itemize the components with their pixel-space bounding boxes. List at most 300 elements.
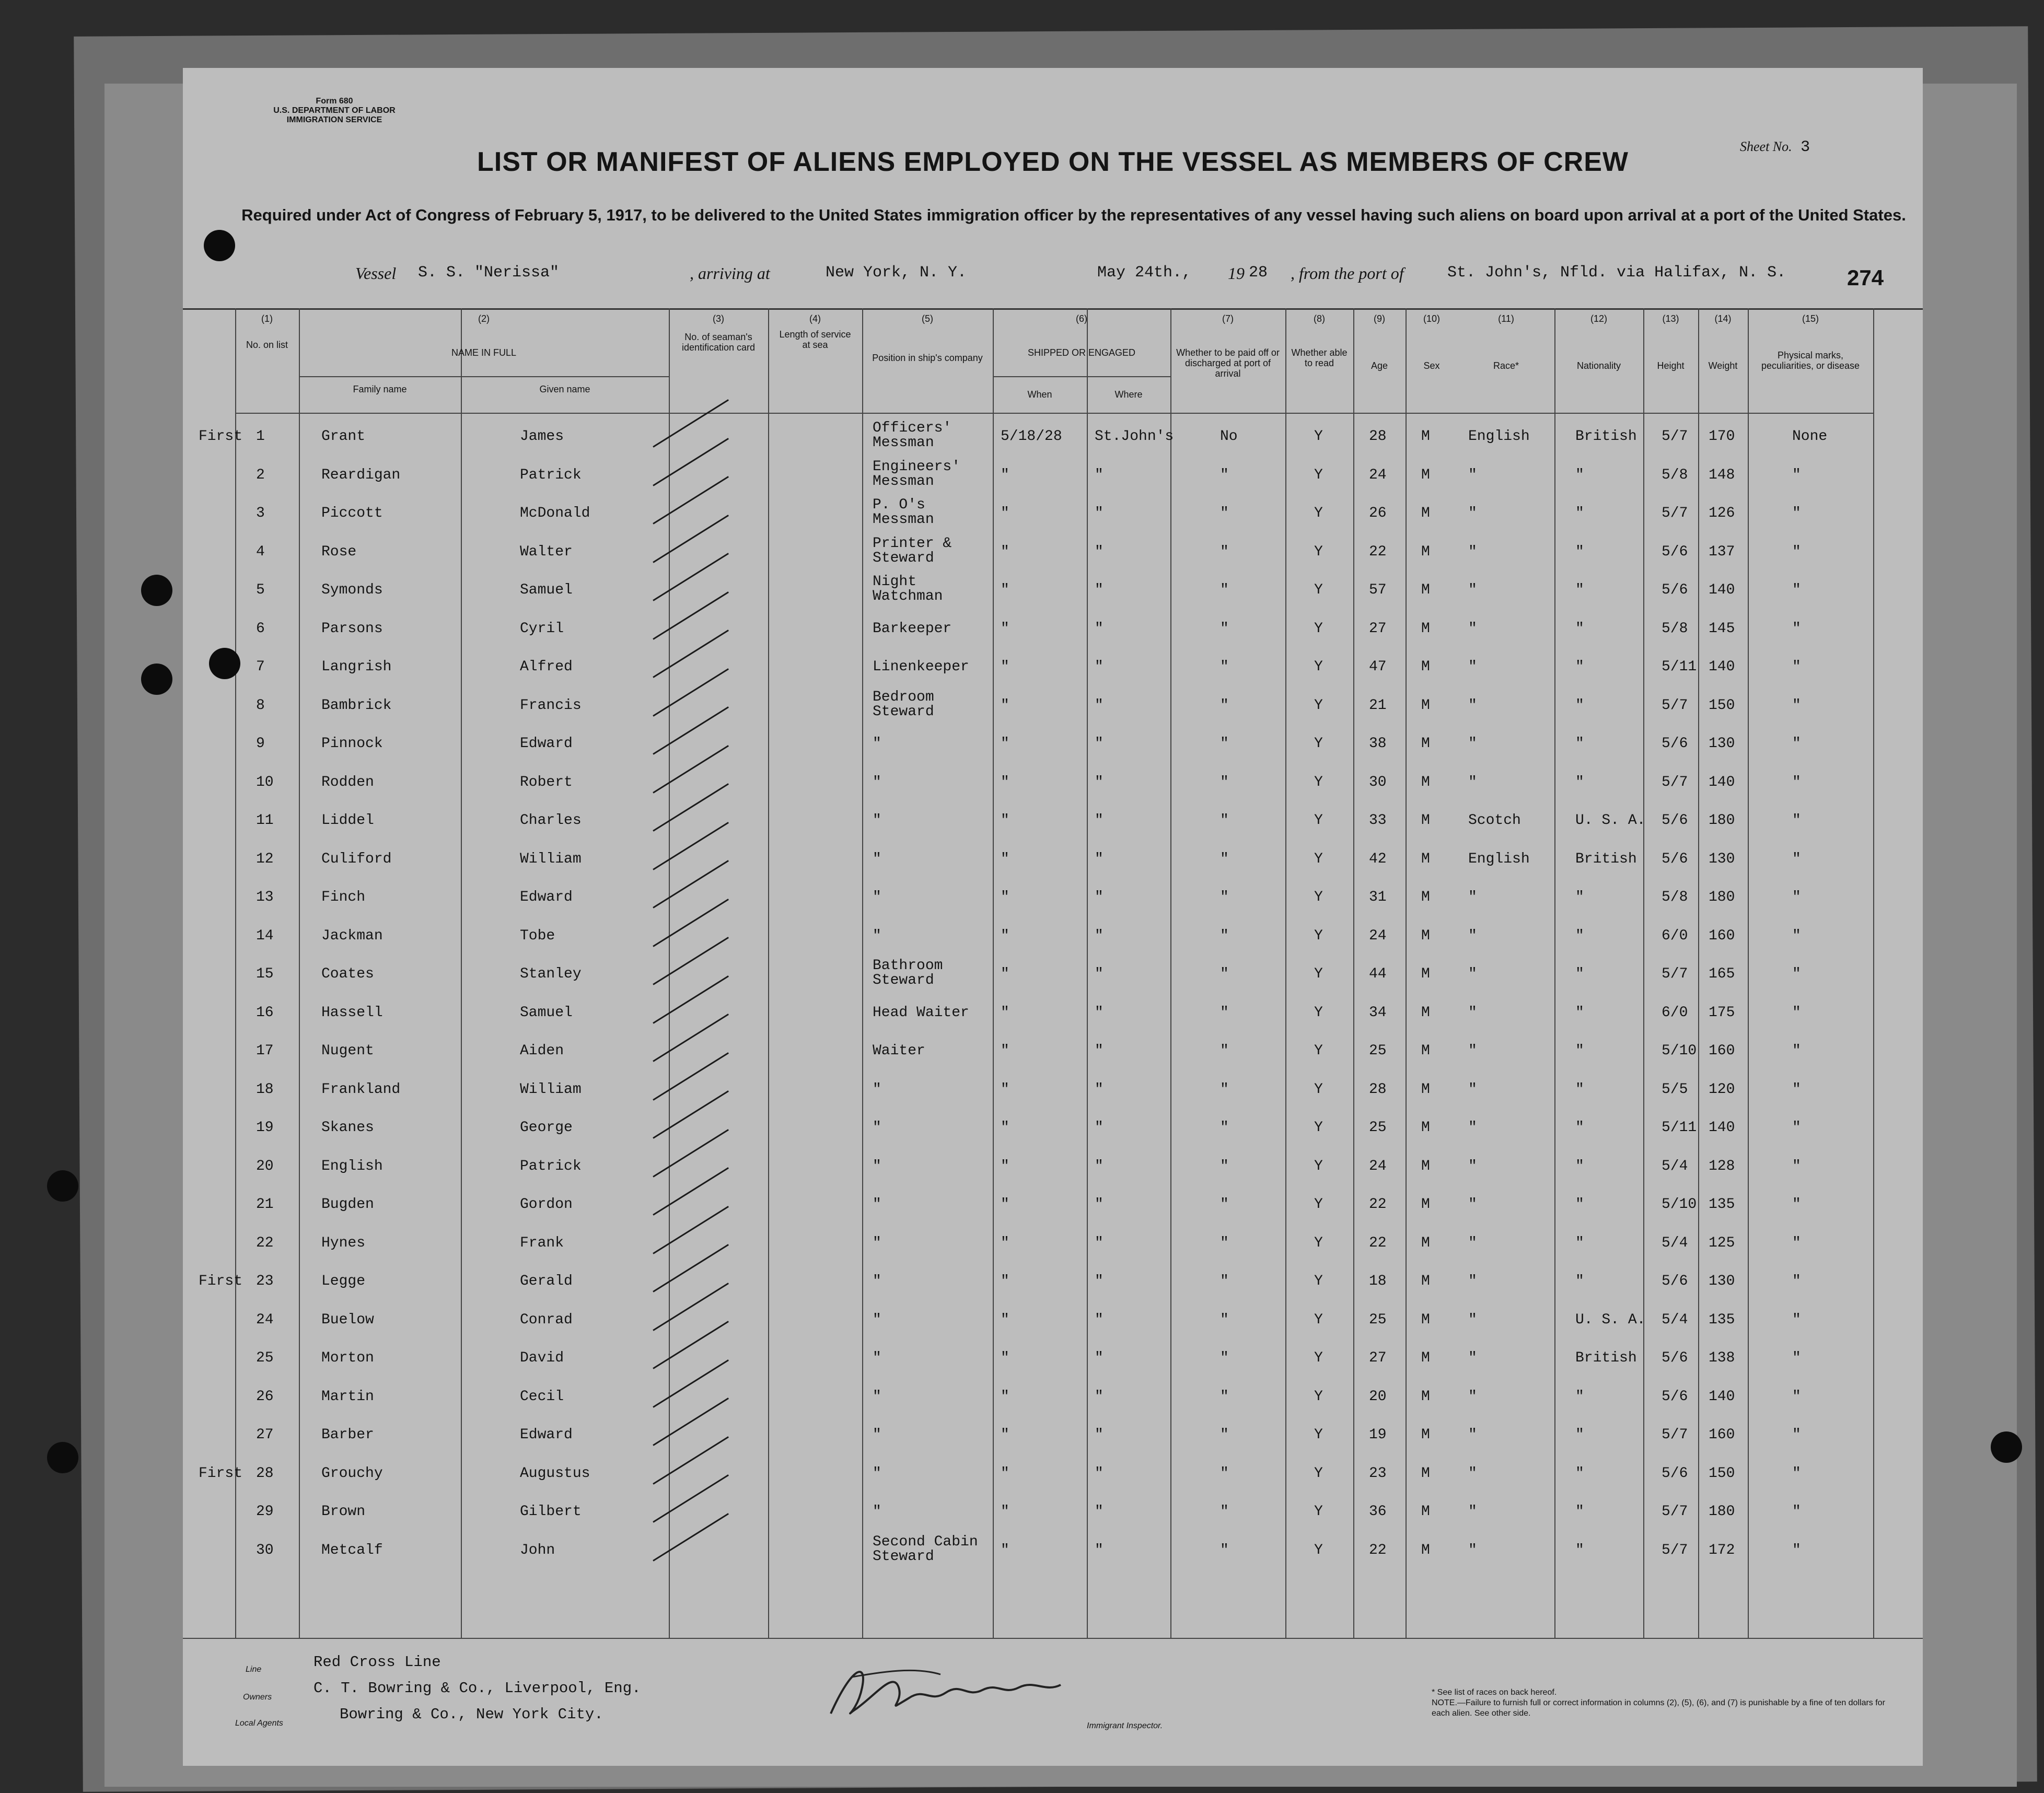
cell-family: Hynes [321,1235,366,1251]
head-name-in-full: NAME IN FULL [451,347,517,358]
cell-no: 29 [256,1504,274,1520]
cell-nat: " [1575,1235,1584,1251]
cell-weight: 148 [1709,467,1735,483]
cell-nat: " [1575,1542,1584,1558]
cell-where: " [1095,543,1104,560]
cell-given: Samuel [520,582,573,598]
cell-race: " [1468,1196,1477,1213]
cell-sex: M [1421,697,1430,714]
cell-nat: " [1575,620,1584,637]
cell-nat: " [1575,467,1584,483]
cell-given: Samuel [520,1004,573,1021]
cell-position: " [873,1350,881,1366]
table-row [183,1350,1923,1389]
cell-where: " [1095,812,1104,829]
cell-phys: " [1792,1158,1801,1174]
cell-weight: 175 [1709,1004,1735,1021]
cell-given: William [520,1081,582,1098]
cell-nat: " [1575,1120,1584,1136]
cell-height: 5/7 [1662,505,1688,521]
cell-age: 22 [1369,1542,1387,1558]
cell-position: Engineers' Messman [873,458,961,490]
cell-family: Pinnock [321,736,383,752]
cell-age: 28 [1369,428,1387,445]
form-header [264,97,405,125]
cell-when: " [1001,812,1009,829]
cell-no: 28 [256,1465,274,1482]
cell-read: Y [1314,927,1323,944]
cell-given: Gordon [520,1196,573,1213]
cell-phys: None [1792,428,1828,445]
head-race: Race* [1493,360,1519,371]
fine-note: NOTE.—Failure to furnish full or correct information in columns (2), (5), (6), and (7) is punishable by a fine of ten dollars for each alien. See other side. [1432,1698,1885,1718]
cell-age: 23 [1369,1465,1387,1482]
cell-race: " [1468,1311,1477,1328]
cell-no: 17 [256,1043,274,1059]
cell-no: 13 [256,889,274,905]
cell-position: " [873,1235,881,1251]
cell-nat: " [1575,697,1584,714]
cell-paid: " [1220,1196,1229,1213]
cell-weight: 125 [1709,1235,1735,1251]
cell-weight: 120 [1709,1081,1735,1098]
cell-paid: " [1220,736,1229,752]
cell-where: " [1095,1350,1104,1366]
cell-read: Y [1314,1273,1323,1289]
cell-age: 24 [1369,927,1387,944]
table-row [183,458,1923,506]
cell-family: Metcalf [321,1542,383,1558]
cell-race: " [1468,467,1477,483]
cell-when: " [1001,889,1009,905]
cell-phys: " [1792,812,1801,829]
cell-given: Edward [520,736,573,752]
cell-position: Second Cabin Steward [873,1533,978,1565]
cell-weight: 140 [1709,1120,1735,1136]
table-row [183,812,1923,851]
cell-position: " [873,889,881,905]
cell-position: " [873,1388,881,1405]
cell-mark: First [199,1273,243,1289]
cell-where: " [1095,851,1104,867]
cell-phys: " [1792,774,1801,790]
cell-read: Y [1314,966,1323,982]
cell-race: " [1468,927,1477,944]
line-label: Line [246,1665,262,1674]
cell-weight: 130 [1709,736,1735,752]
table-row [183,1389,1923,1427]
cell-read: Y [1314,774,1323,790]
cell-paid: " [1220,620,1229,637]
cell-no: 6 [256,620,265,637]
table-row [183,928,1923,967]
agents-label: Local Agents [235,1719,283,1728]
cell-age: 20 [1369,1388,1387,1405]
cell-position: " [873,1504,881,1520]
cell-no: 20 [256,1158,274,1174]
cell-paid: " [1220,1273,1229,1289]
head-paid-off: Whether to be paid off or discharged at port of arrival [1176,347,1280,379]
cell-sex: M [1421,1504,1430,1520]
cell-height: 5/7 [1662,1542,1688,1558]
cell-where: " [1095,697,1104,714]
colnum-12: (12) [1590,313,1607,324]
cell-where: " [1095,736,1104,752]
cell-read: Y [1314,851,1323,867]
cell-position: Officers' Messman [873,420,952,451]
department-name: U.S. DEPARTMENT OF LABOR [273,106,396,115]
cell-family: Symonds [321,582,383,598]
cell-position: " [873,851,881,867]
cell-weight: 140 [1709,1388,1735,1405]
cell-no: 19 [256,1120,274,1136]
cell-family: Nugent [321,1043,374,1059]
cell-nat: " [1575,1004,1584,1021]
cell-race: " [1468,889,1477,905]
cell-when: " [1001,1311,1009,1328]
cell-height: 5/10 [1662,1043,1697,1059]
cell-no: 4 [256,543,265,560]
cell-sex: M [1421,505,1430,521]
cell-height: 5/7 [1662,966,1688,982]
cell-nat: " [1575,1388,1584,1405]
cell-weight: 180 [1709,812,1735,829]
cell-weight: 138 [1709,1350,1735,1366]
cell-age: 57 [1369,582,1387,598]
cell-where: " [1095,1427,1104,1443]
cell-paid: " [1220,774,1229,790]
cell-weight: 140 [1709,774,1735,790]
cell-paid: " [1220,1504,1229,1520]
cell-paid: " [1220,582,1229,598]
cell-read: Y [1314,1081,1323,1098]
cell-family: Bugden [321,1196,374,1213]
cell-age: 22 [1369,1196,1387,1213]
cell-no: 8 [256,697,265,714]
cell-race: " [1468,736,1477,752]
inspector-label: Immigrant Inspector. [1087,1721,1163,1730]
cell-read: Y [1314,889,1323,905]
cell-no: 14 [256,927,274,944]
cell-height: 5/7 [1662,428,1688,445]
cell-age: 38 [1369,736,1387,752]
cell-no: 15 [256,966,274,982]
cell-age: 34 [1369,1004,1387,1021]
cell-given: Edward [520,1427,573,1443]
service-name: IMMIGRATION SERVICE [286,115,382,124]
cell-mark: First [199,1465,243,1482]
cell-position: " [873,812,881,829]
cell-family: Langrish [321,659,392,675]
cell-paid: " [1220,1158,1229,1174]
cell-where: " [1095,505,1104,521]
cell-given: Stanley [520,966,582,982]
cell-read: Y [1314,1158,1323,1174]
cell-paid: " [1220,966,1229,982]
cell-sex: M [1421,1273,1430,1289]
vessel-label: Vessel [355,264,397,283]
cell-given: Francis [520,697,582,714]
cell-position: " [873,1465,881,1482]
cell-height: 5/10 [1662,1196,1697,1213]
cell-phys: " [1792,1273,1801,1289]
cell-when: " [1001,1235,1009,1251]
cell-family: Finch [321,889,366,905]
cell-height: 5/7 [1662,774,1688,790]
head-when: When [1027,389,1052,400]
cell-weight: 180 [1709,1504,1735,1520]
cell-race: Scotch [1468,812,1521,829]
table-row [183,889,1923,928]
punch-hole [209,648,240,679]
head-height: Height [1657,360,1685,371]
cell-read: Y [1314,697,1323,714]
head-sex: Sex [1423,360,1440,371]
cell-when: " [1001,774,1009,790]
cell-sex: M [1421,1311,1430,1328]
cell-height: 5/4 [1662,1235,1688,1251]
cell-weight: 180 [1709,889,1735,905]
cell-race: " [1468,659,1477,675]
cell-nat: " [1575,889,1584,905]
cell-paid: " [1220,1081,1229,1098]
cell-no: 1 [256,428,265,445]
arrival-year: 28 [1249,264,1268,282]
table-row [183,851,1923,890]
punch-hole [47,1170,78,1202]
cell-given: Tobe [520,927,555,944]
cell-sex: M [1421,1427,1430,1443]
cell-paid: " [1220,543,1229,560]
cell-height: 5/6 [1662,582,1688,598]
cell-phys: " [1792,1196,1801,1213]
cell-where: " [1095,467,1104,483]
cell-where: " [1095,1504,1104,1520]
cell-position: " [873,1158,881,1174]
cell-where: " [1095,582,1104,598]
cell-given: Walter [520,543,573,560]
cell-height: 5/8 [1662,467,1688,483]
inspector-signature [820,1656,1066,1724]
sheet-number: Sheet No. 3 [1740,138,1810,156]
cell-weight: 135 [1709,1196,1735,1213]
cell-race: " [1468,620,1477,637]
cell-nat: " [1575,543,1584,560]
cell-age: 22 [1369,543,1387,560]
cell-read: Y [1314,505,1323,521]
cell-family: Legge [321,1273,366,1289]
cell-position: Barkeeper [873,620,952,637]
departure-port: St. John's, Nfld. via Halifax, N. S. [1447,264,1786,282]
cell-position: " [873,1311,881,1328]
punch-hole [1991,1431,2022,1463]
cell-read: Y [1314,1427,1323,1443]
cell-where: " [1095,1273,1104,1289]
cell-weight: 128 [1709,1158,1735,1174]
cell-read: Y [1314,1004,1323,1021]
cell-age: 42 [1369,851,1387,867]
cell-read: Y [1314,620,1323,637]
cell-no: 9 [256,736,265,752]
cell-sex: M [1421,1081,1430,1098]
cell-sex: M [1421,659,1430,675]
cell-read: Y [1314,1120,1323,1136]
cell-age: 24 [1369,1158,1387,1174]
races-note: * See list of races on back hereof. [1432,1688,1557,1697]
cell-nat: " [1575,1043,1584,1059]
table-row [183,1081,1923,1120]
table-row [183,535,1923,583]
head-physical: Physical marks, peculiarities, or disease [1761,350,1860,371]
cell-position: Waiter [873,1043,925,1059]
cell-paid: " [1220,1311,1229,1328]
cell-family: Martin [321,1388,374,1405]
cell-where: " [1095,927,1104,944]
cell-height: 6/0 [1662,1004,1688,1021]
cell-given: David [520,1350,564,1366]
cell-height: 5/6 [1662,851,1688,867]
cell-family: Liddel [321,812,374,829]
cell-when: " [1001,467,1009,483]
cell-when: " [1001,1388,1009,1405]
cell-phys: " [1792,505,1801,521]
cell-height: 5/7 [1662,1427,1688,1443]
cell-no: 2 [256,467,265,483]
cell-phys: " [1792,927,1801,944]
cell-phys: " [1792,543,1801,560]
cell-family: Bambrick [321,697,392,714]
cell-paid: " [1220,659,1229,675]
cell-height: 5/6 [1662,736,1688,752]
cell-sex: M [1421,1004,1430,1021]
cell-where: " [1095,1081,1104,1098]
cell-when: " [1001,1196,1009,1213]
cell-sex: M [1421,467,1430,483]
cell-where: St.John's [1095,428,1174,445]
cell-read: Y [1314,543,1323,560]
cell-weight: 165 [1709,966,1735,982]
cell-paid: " [1220,851,1229,867]
cell-race: " [1468,1350,1477,1366]
table-row [183,958,1923,1005]
cell-when: " [1001,1273,1009,1289]
cell-family: Jackman [321,927,383,944]
cell-when: " [1001,1004,1009,1021]
cell-given: Patrick [520,1158,582,1174]
cell-age: 30 [1369,774,1387,790]
cell-given: Edward [520,889,573,905]
cell-age: 28 [1369,1081,1387,1098]
cell-when: " [1001,1120,1009,1136]
cell-family: Barber [321,1427,374,1443]
cell-family: Rodden [321,774,374,790]
cell-age: 44 [1369,966,1387,982]
cell-when: " [1001,1158,1009,1174]
cell-sex: M [1421,1158,1430,1174]
cell-no: 11 [256,812,274,829]
cell-nat: " [1575,659,1584,675]
cell-no: 16 [256,1004,274,1021]
page-subtitle: Required under Act of Congress of February 5, 1917, to be delivered to the United States immigration officer by the representatives of any vessel having such aliens on board upon arrival at a port of the United States. [241,206,1906,224]
cell-when: " [1001,1350,1009,1366]
cell-family: Reardigan [321,467,401,483]
from-label: , from the port of [1291,264,1404,283]
cell-sex: M [1421,966,1430,982]
cell-when: " [1001,1504,1009,1520]
vessel-line [355,264,1871,295]
table-row [183,689,1923,736]
cell-when: " [1001,620,1009,637]
colnum-15: (15) [1802,313,1819,324]
cell-weight: 140 [1709,582,1735,598]
cell-where: " [1095,1043,1104,1059]
cell-phys: " [1792,1427,1801,1443]
arriving-label: , arriving at [690,264,770,283]
cell-given: Frank [520,1235,564,1251]
cell-family: Brown [321,1504,366,1520]
arrival-date: May 24th., [1097,264,1192,282]
cell-paid: " [1220,1120,1229,1136]
cell-phys: " [1792,1043,1801,1059]
cell-sex: M [1421,889,1430,905]
colnum-7: (7) [1222,313,1234,324]
cell-position: Head Waiter [873,1004,969,1021]
cell-nat: " [1575,927,1584,944]
cell-phys: " [1792,1542,1801,1558]
cell-where: " [1095,1120,1104,1136]
cell-where: " [1095,620,1104,637]
head-position: Position in ship's company [872,353,983,363]
sheet-number-value: 3 [1801,138,1810,156]
cell-paid: " [1220,1542,1229,1558]
cell-read: Y [1314,1196,1323,1213]
cell-when: " [1001,1465,1009,1482]
cell-phys: " [1792,582,1801,598]
cell-given: Gilbert [520,1504,582,1520]
cell-phys: " [1792,1004,1801,1021]
vessel-name: S. S. "Nerissa" [418,264,560,282]
punch-hole [204,230,235,261]
colnum-2: (2) [478,313,490,324]
cell-nat: " [1575,1427,1584,1443]
cell-nat: " [1575,1504,1584,1520]
cell-phys: " [1792,966,1801,982]
cell-nat: " [1575,1273,1584,1289]
cell-read: Y [1314,1388,1323,1405]
table-row [183,621,1923,659]
cell-age: 18 [1369,1273,1387,1289]
cell-race: English [1468,428,1530,445]
cell-paid: " [1220,1350,1229,1366]
cell-height: 5/7 [1662,1504,1688,1520]
cell-position: Night Watchman [873,574,943,604]
table-row [183,1196,1923,1235]
cell-height: 5/11 [1662,1120,1697,1136]
colnum-13: (13) [1662,313,1679,324]
cell-sex: M [1421,543,1430,560]
cell-height: 5/11 [1662,659,1697,675]
owners-label: Owners [243,1693,272,1702]
cell-phys: " [1792,467,1801,483]
colnum-14: (14) [1714,313,1732,324]
cell-position: P. O's Messman [873,497,934,528]
cell-when: " [1001,1043,1009,1059]
table-row [183,659,1923,697]
table-row [183,1043,1923,1081]
table-row [183,1533,1923,1581]
cell-paid: " [1220,467,1229,483]
cell-no: 30 [256,1542,274,1558]
